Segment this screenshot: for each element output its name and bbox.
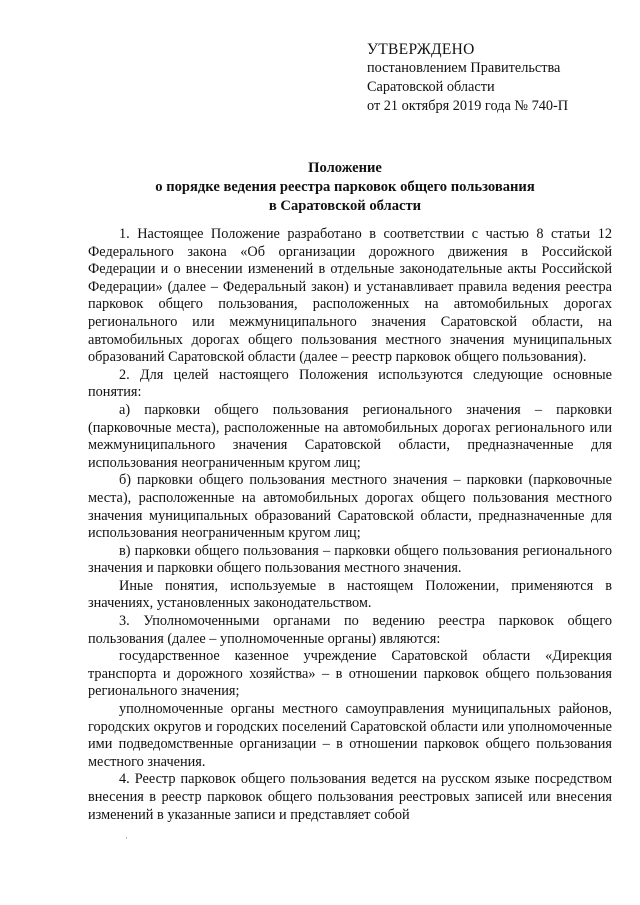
paragraph-3-local: уполномоченные органы местного самоуправления муниципальных районов, городских округов и городских поселений Саратовской области или уполномоченные ими подведомственные организации – в отношении парковок общего пользования местного значения. bbox=[88, 701, 612, 770]
approval-line: постановлением Правительства bbox=[367, 60, 561, 76]
title-line: в Саратовской области bbox=[268, 198, 422, 214]
paragraph-1: 1. Настоящее Положение разработано в соответствии с частью 8 статьи 12 Федерального закона «Об организации дорожного движения в Российской Федерации и о внесении изменений в отдельные законодательные акты Российской Федерации» (далее – Федеральный закон) и устанавливает правила ведения реестра парковок общего пользования, расположенных на автомобильных дорогах регионального или межмуниципального значения Саратовской области, на автомобильных дорогах общего пользования местного значения муниципальных образований Саратовской области (далее – реестр парковок общего пользования). bbox=[88, 226, 612, 366]
paragraph-4: 4. Реестр парковок общего пользования ведется на русском языке посредством внесения в реестр парковок общего пользования реестровых записей или внесения изменений в указанные записи и представляет собой bbox=[88, 771, 612, 823]
paragraph-3: 3. Уполномоченными органами по ведению реестра парковок общего пользования (далее – уполномоченные органы) являются: bbox=[88, 613, 612, 647]
paragraph-2: 2. Для целей настоящего Положения используются следующие основные понятия: bbox=[88, 366, 612, 401]
paragraph-2a: а) парковки общего пользования регионального значения – парковки (парковочные места), расположенные на автомобильных дорогах регионального или межмуниципального значения Саратовской области, предназначенные для использования неограниченным кругом лиц; bbox=[88, 401, 612, 471]
paragraph-3-regional: государственное казенное учреждение Саратовской области «Дирекция транспорта и дорожного хозяйства» – в отношении парковок общего пользования регионального значения; bbox=[88, 648, 612, 700]
paragraph-2c: в) парковки общего пользования – парковки общего пользования регионального значения и парковки общего пользования местного значения. bbox=[88, 542, 612, 577]
paragraph-2b: б) парковки общего пользования местного значения – парковки (парковочные места), расположенные на автомобильных дорогах общего пользования местного значения муниципальных образований Саратовской области, предназначенные для использования неограниченным кругом лиц; bbox=[88, 472, 612, 542]
approval-date: от 21 октября 2019 года № 740-П bbox=[367, 98, 569, 114]
document-body bbox=[88, 226, 612, 824]
approval-line: Саратовской области bbox=[367, 79, 495, 95]
approval-block bbox=[367, 40, 627, 116]
scan-mark: · bbox=[125, 833, 128, 843]
paragraph-other-terms: Иные понятия, используемые в настоящем Положении, применяются в значениях, установленных законодательством. bbox=[88, 577, 612, 612]
approval-stamp: УТВЕРЖДЕНО bbox=[367, 41, 475, 58]
title-line: о порядке ведения реестра парковок общего пользования bbox=[155, 179, 535, 195]
title-line: Положение bbox=[308, 160, 382, 176]
document-title bbox=[90, 159, 600, 216]
